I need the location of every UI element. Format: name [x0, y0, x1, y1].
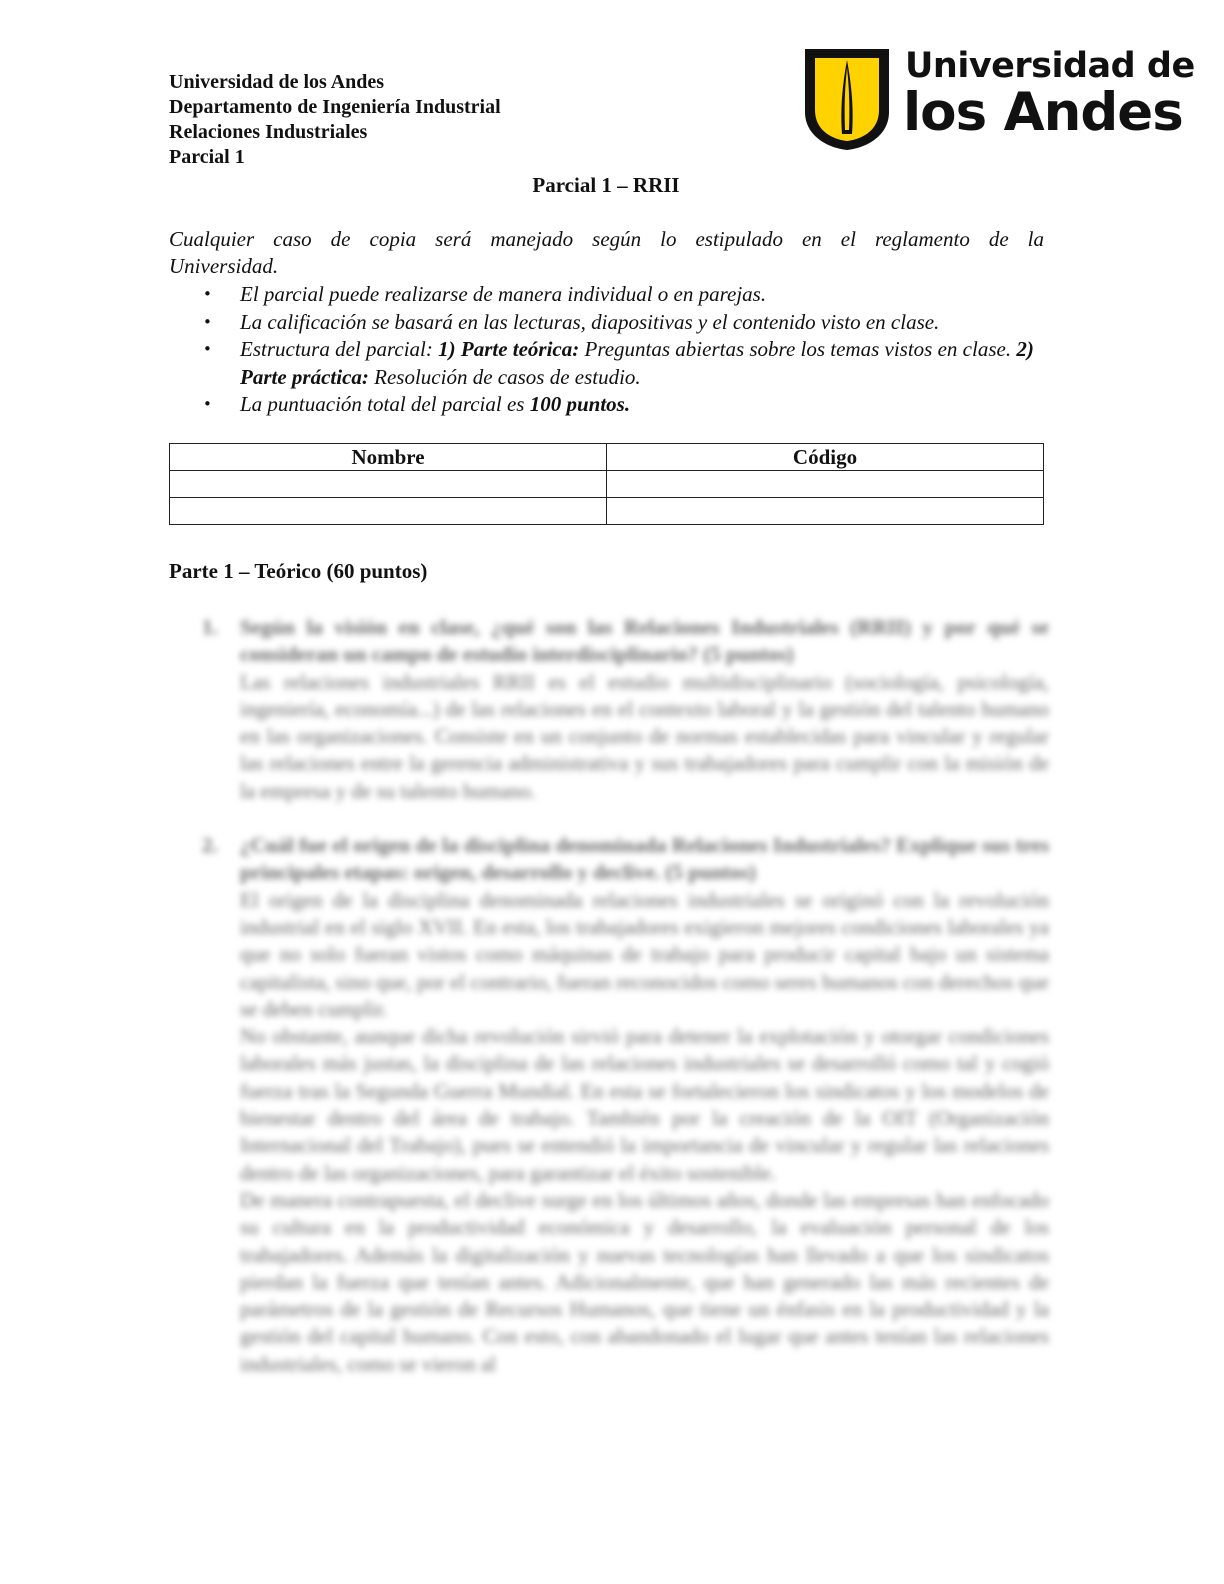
table-row — [170, 498, 1044, 525]
rule-text: Estructura del parcial: — [240, 337, 439, 361]
name-cell[interactable] — [170, 498, 607, 525]
table-header-row — [170, 444, 1044, 471]
department-name: Departamento de Ingeniería Industrial — [169, 96, 501, 118]
answer-paragraph: El origen de la disciplina denominada relaciones industriales se originó con la revolución industrial en el siglo XVII. En esta, los trabajadores exigieron mejores condiciones laborales ya que no solo fueran vistos como máquinas de trabajo para producir capital bajo un sistema capitalista, sino que, por el contrario, fueran reconocidos como seres humanos con derechos que se deben cumplir. — [240, 887, 1049, 1021]
question-item — [169, 832, 1049, 1378]
question-prompt: ¿Cuál fue el origen de la disciplina denominada Relaciones Industriales? Explique sus tres principales etapas: origen, desarrollo y declive. (5 puntos) — [240, 833, 1049, 885]
rule-item — [169, 391, 1044, 419]
bullet-icon: • — [203, 395, 212, 413]
answer-paragraph: Las relaciones industriales RRII es el estudio multidisciplinario (sociología, psicología, ingeniería, economía...) de las relaciones en el contexto laboral y la gestión del talento humano en las organizaciones. Consiste en un conjunto de normas establecidas para vincular y regular las relaciones entre la gerencia administrativa y sus trabajadores para cumplir con la misión de la empresa y de su talento humano. — [240, 669, 1049, 803]
question-answer — [240, 887, 1049, 1378]
bullet-icon: • — [203, 285, 212, 303]
question-item — [169, 614, 1049, 805]
rule-text: El parcial puede realizarse de manera individual o en parejas. — [240, 282, 767, 306]
question-number: 2. — [202, 833, 218, 858]
rule-item — [169, 309, 1044, 337]
column-header-nombre: Nombre — [170, 444, 607, 471]
rule-emphasis: 2) Parte práctica: — [240, 337, 1034, 389]
questions-blurred — [169, 614, 1049, 1378]
course-name: Relaciones Industriales — [169, 121, 368, 143]
section-title: Parte 1 – Teórico (60 puntos) — [169, 559, 428, 583]
name-cell[interactable] — [170, 471, 607, 498]
logo-text-line1: Universidad de — [905, 46, 1195, 86]
rule-item — [169, 336, 1044, 391]
question-answer — [240, 669, 1049, 805]
column-header-codigo: Código — [607, 444, 1044, 471]
answer-paragraph: De manera contrapuesta, el declive surge en los últimos años, donde las empresas han enfocado su cultura en la productividad económica y desarrollo, la evaluación personal de los trabajadores. Además la digitalización y nuevas tecnologías han llevado a que los sindicatos pierdan la fuerza que tenían antes. Adicionalmente, que han generado las más recientes de parámetros de la gestión de Recursos Humanos, que tiene un énfasis en la productividad y la gestión del capital humano. Con esto, con abandonado el lugar que antes tenían las relaciones industriales, como se vieron al — [240, 1187, 1049, 1376]
logo-text-line2: los Andes — [903, 82, 1183, 143]
rules-list — [169, 281, 1044, 419]
copy-notice — [169, 226, 1044, 280]
bullet-icon: • — [203, 312, 212, 331]
rule-emphasis: 100 puntos. — [529, 392, 631, 416]
copy-notice-line1: Cualquier caso de copia será manejado según lo estipulado en el reglamento de la — [169, 227, 1044, 251]
rule-text: Preguntas abiertas sobre los temas vistos en clase. — [579, 337, 1017, 361]
code-cell[interactable] — [607, 498, 1044, 525]
rule-text: La calificación se basará en las lecturas, diapositivas y el contenido visto en clase. — [240, 309, 940, 334]
university-logo — [802, 44, 1195, 152]
table-row — [170, 471, 1044, 498]
bullet-icon: • — [203, 340, 212, 358]
question-number: 1. — [202, 615, 218, 639]
copy-notice-line2: Universidad. — [169, 254, 279, 278]
answer-paragraph: No obstante, aunque dicha revolución sirvió para detener la explotación y otorgar condiciones laborales más justas, la disciplina de las relaciones industriales se desarrolló como tal y cogió fuerza tras la Segunda Guerra Mundial. En esta se fortalecieron los sindicatos y los modelos de bienestar dentro del área de trabajo. También por la creación de la OIT (Organización Internacional del Trabajo), pues se entendió la importancia de vincular y regular las relaciones dentro de las organizaciones, para garantizar el éxito sostenible. — [240, 1024, 1049, 1185]
rule-emphasis: 1) Parte teórica: — [438, 337, 580, 361]
exam-name: Parcial 1 — [169, 146, 245, 168]
shield-icon — [802, 44, 892, 152]
student-id-table — [169, 443, 1044, 525]
rule-text: La puntuación total del parcial es — [240, 392, 530, 416]
rule-item — [169, 281, 1044, 309]
exam-title: Parcial 1 – RRII — [532, 173, 680, 197]
rule-text: Resolución de casos de estudio. — [368, 364, 641, 389]
question-prompt: Según la visión en clase, ¿qué son las Relaciones Industriales (RRII) y por qué se consideran un campo de estudio interdisciplinario? (5 puntos) — [240, 615, 1049, 667]
university-name: Universidad de los Andes — [169, 71, 385, 93]
header-block — [169, 70, 501, 170]
code-cell[interactable] — [607, 471, 1044, 498]
